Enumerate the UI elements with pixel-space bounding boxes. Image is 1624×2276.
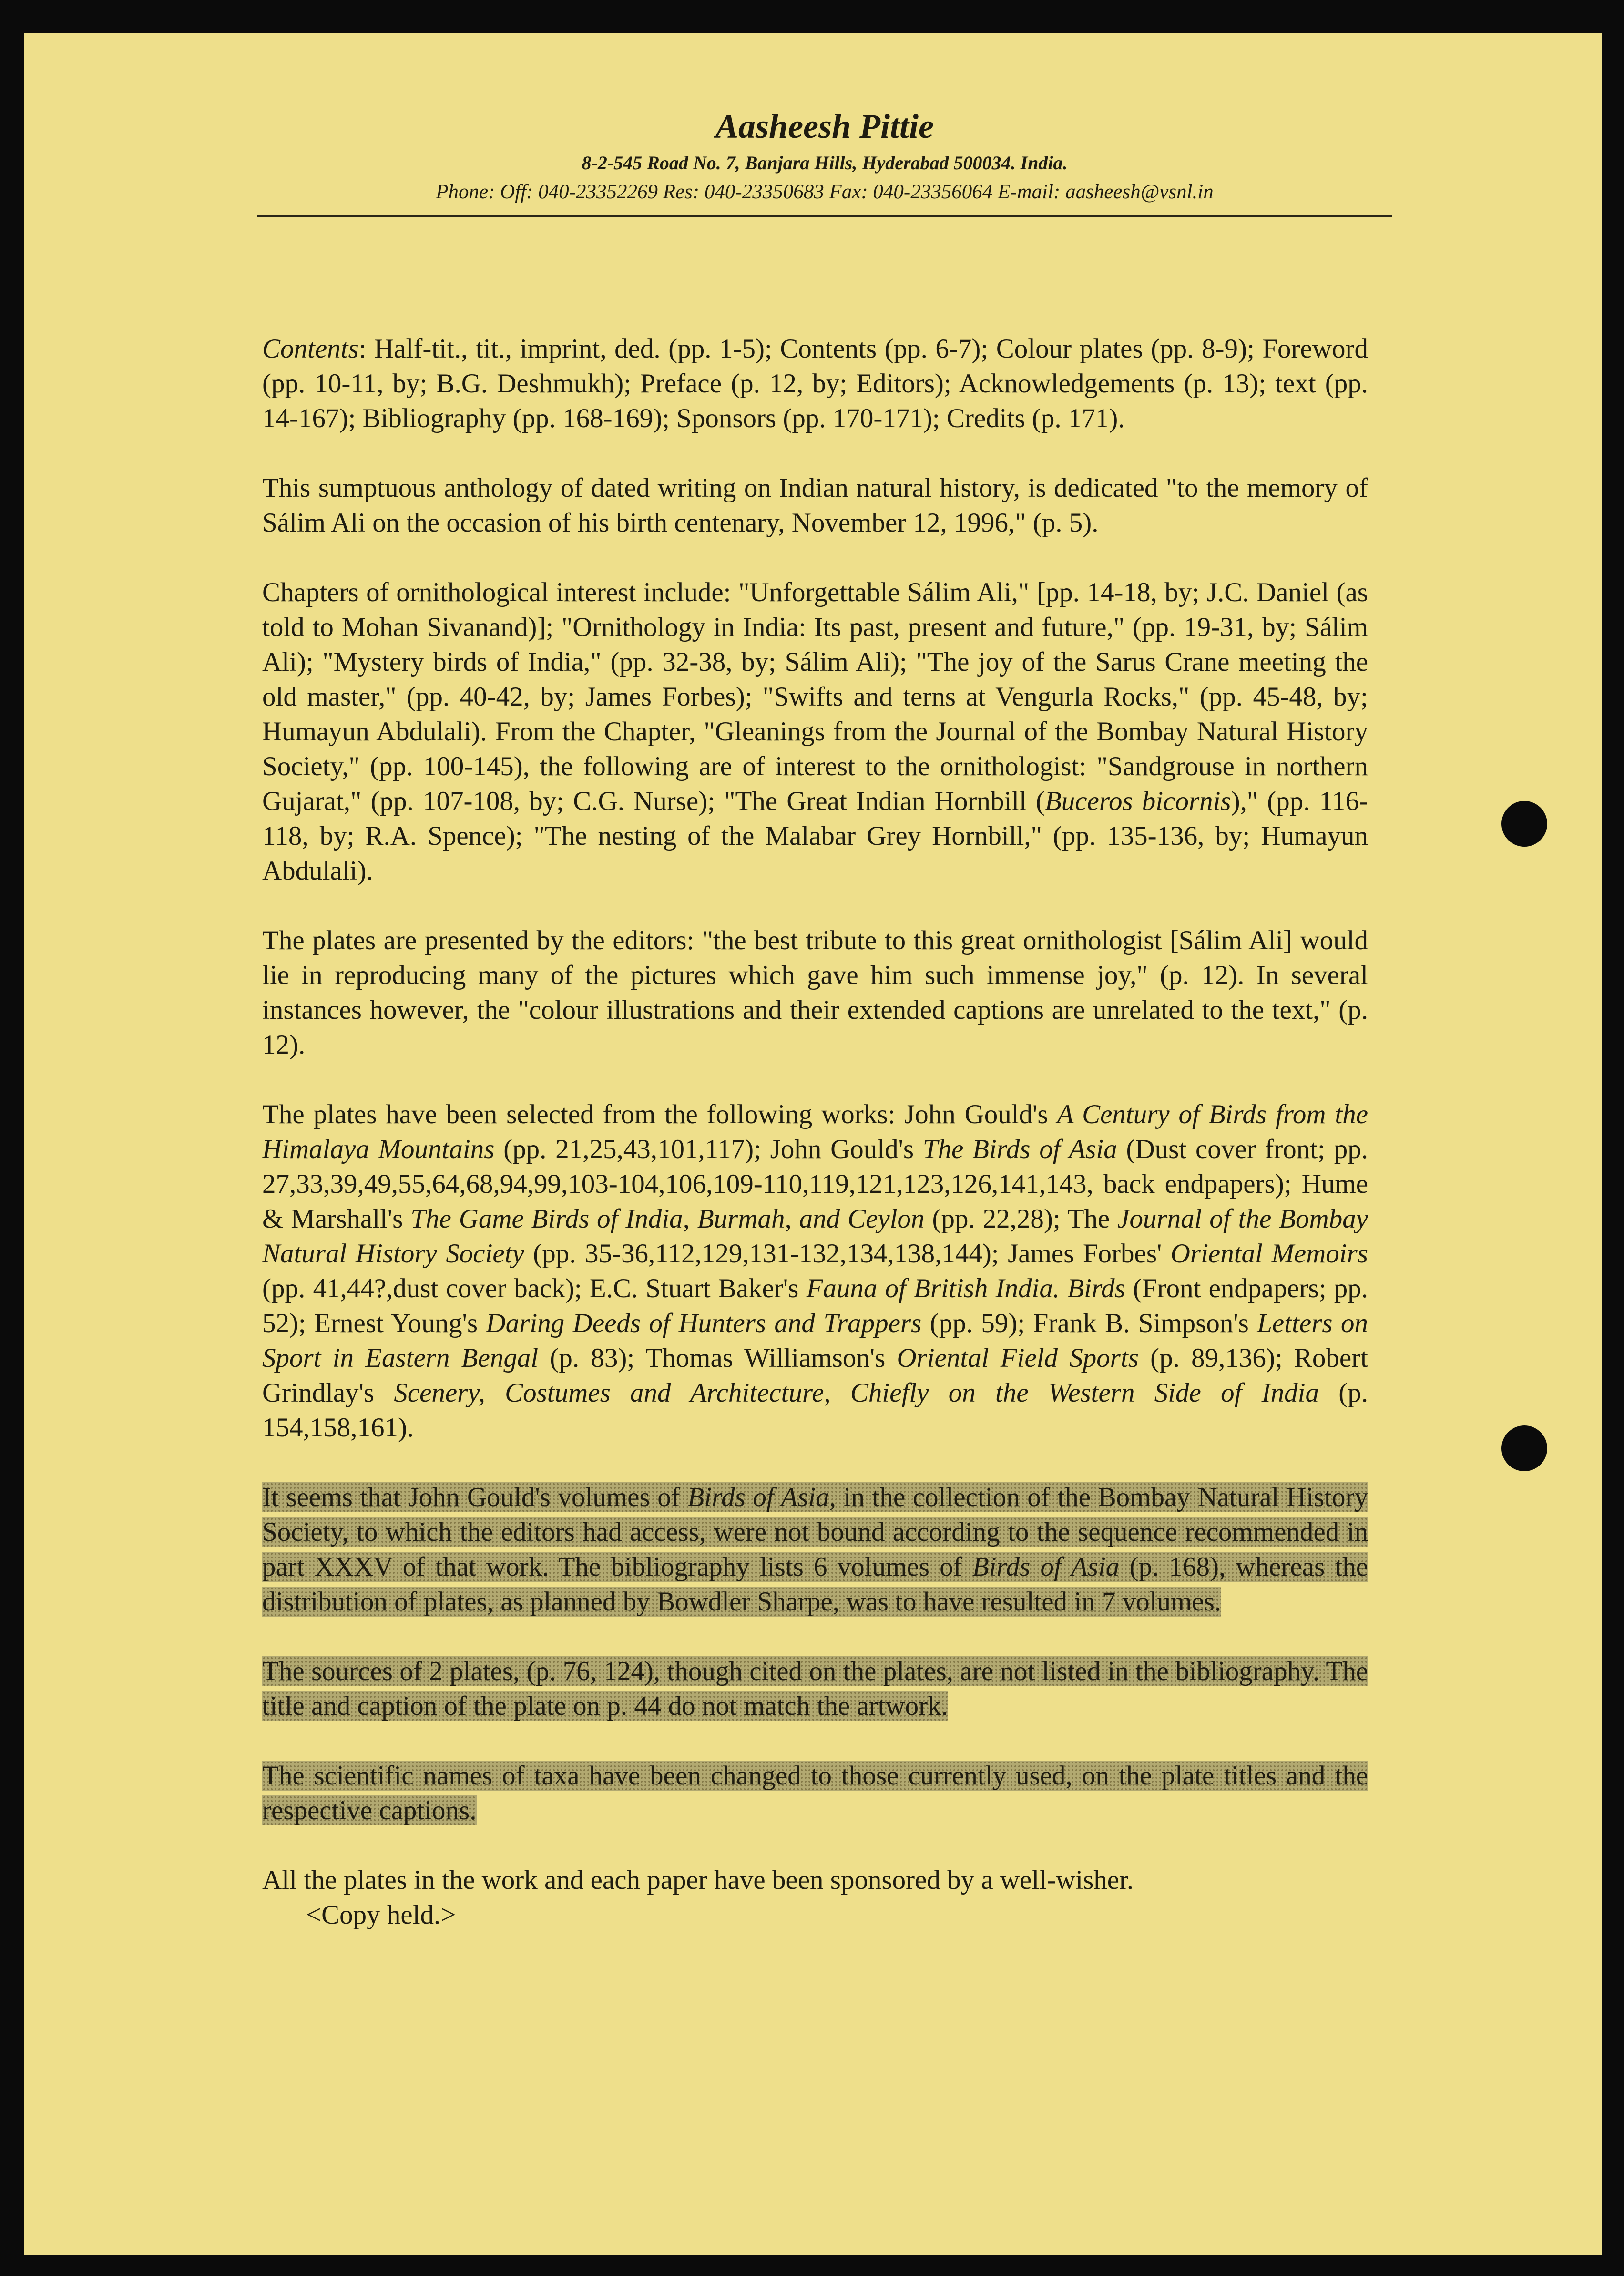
- letterhead-rule: [257, 215, 1392, 217]
- contents-label: Contents: [262, 334, 359, 364]
- scientific-names-paragraph: [262, 1758, 1368, 1828]
- gould-volumes-paragraph: [262, 1480, 1368, 1619]
- plate-sources-paragraph: The plates have been selected from the following works: John Gould's A Century of Birds from the Himalaya Mountains (pp. 21,25,43,101,117); John Gould's The Birds of Asia (Dust cover front; pp. 27,33,39,49,55,64,68,94,99,103-104,106,109-110,119,121,123,126,141,143, back endpapers); Hume & Marshall's The Game Birds of India, Burmah, and Ceylon (pp. 22,28); The Journal of the Bombay Natural History Society (pp. 35-36,112,129,131-132,134,138,144); James Forbes' Oriental Memoirs (pp. 41,44?,dust cover back); E.C. Stuart Baker's Fauna of British India. Birds (Front endpapers; pp. 52); Ernest Young's Daring Deeds of Hunters and Trappers (pp. 59); Frank B. Simpson's Letters on Sport in Eastern Bengal (p. 83); Thomas Williamson's Oriental Field Sports (p. 89,136); Robert Grindlay's Scenery, Costumes and Architecture, Chiefly on the Western Side of India (p. 154,158,161).: [262, 1099, 1369, 1443]
- dedication-paragraph: This sumptuous anthology of dated writing on Indian natural history, is dedicated "to the memory of Sálim Ali on the occasion of his birth centenary, November 12, 1996," (p. 5).: [262, 473, 1368, 538]
- letterhead-address: 8-2-545 Road No. 7, Banjara Hills, Hyderabad 500034. India.: [582, 152, 1068, 174]
- shaded-text: The scientific names of taxa have been changed to those currently used, on the plate titles and the respective captions.: [262, 1761, 1368, 1825]
- copy-held-note: <Copy held.>: [306, 1900, 456, 1930]
- sponsorship-paragraph: All the plates in the work and each paper have been sponsored by a well-wisher. <Copy held.>: [262, 1863, 1368, 1932]
- letterhead-name: Aasheesh Pittie: [715, 107, 934, 145]
- chapters-paragraph: Chapters of ornithological interest include: "Unforgettable Sálim Ali," [pp. 14-18, by; J.C. Daniel (as told to Mohan Sivanand)]; "Ornithology in India: Its past, present and future," (pp. 19-31, by; Sálim Ali); "Mystery birds of India," (pp. 32-38, by; Sálim Ali); "The joy of the Sarus Crane meeting the old master," (pp. 40-42, by; James Forbes); "Swifts and terns at Vengurla Rocks," (pp. 45-48, by; Humayun Abdulali). From the Chapter, "Gleanings from the Journal of the Bombay Natural History Society," (pp. 100-145), the following are of interest to the ornithologist: "Sandgrouse in northern Gujarat," (pp. 107-108, by; C.G. Nurse); "The Great Indian Hornbill (Buceros bicornis)," (pp. 116-118, by; R.A. Spence); "The nesting of the Malabar Grey Hornbill," (pp. 135-136, by; Humayun Abdulali).: [262, 577, 1368, 886]
- document-page: [24, 33, 1602, 2255]
- punch-hole: [1501, 801, 1547, 847]
- review-body: [262, 331, 1368, 1967]
- shaded-text: It seems that John Gould's volumes of Birds of Asia, in the collection of the Bombay Natural History Society, to which the editors had access, were not bound according to the sequence recommended in part XXXV of that work. The bibliography lists 6 volumes of Birds of Asia (p. 168), whereas the distribution of plates, as planned by Bowdler Sharpe, was to have resulted in 7 volumes.: [262, 1482, 1369, 1617]
- plates-editors-paragraph: The plates are presented by the editors: "the best tribute to this great ornithologist [Sálim Ali] would lie in reproducing many of the pictures which gave him such immense joy," (p. 12). In several instances however, the "colour illustrations and their extended captions are unrelated to the text," (p. 12).: [262, 925, 1368, 1060]
- letterhead: [257, 105, 1392, 206]
- shaded-text: The sources of 2 plates, (p. 76, 124), though cited on the plates, are not listed in the bibliography. The title and caption of the plate on p. 44 do not match the artwork.: [262, 1656, 1368, 1721]
- contents-paragraph: Contents: Half-tit., tit., imprint, ded. (pp. 1-5); Contents (pp. 6-7); Colour plates (pp. 8-9); Foreword (pp. 10-11, by; B.G. Deshmukh); Preface (p. 12, by; Editors); Acknowledgements (p. 13); text (pp. 14-167); Bibliography (pp. 168-169); Sponsors (pp. 170-171); Credits (p. 171).: [262, 334, 1368, 433]
- letterhead-contact: Phone: Off: 040-23352269 Res: 040-23350683 Fax: 040-23356064 E-mail: aasheesh@vsnl.in: [436, 181, 1214, 203]
- punch-hole: [1501, 1425, 1547, 1471]
- unlisted-sources-paragraph: [262, 1654, 1368, 1723]
